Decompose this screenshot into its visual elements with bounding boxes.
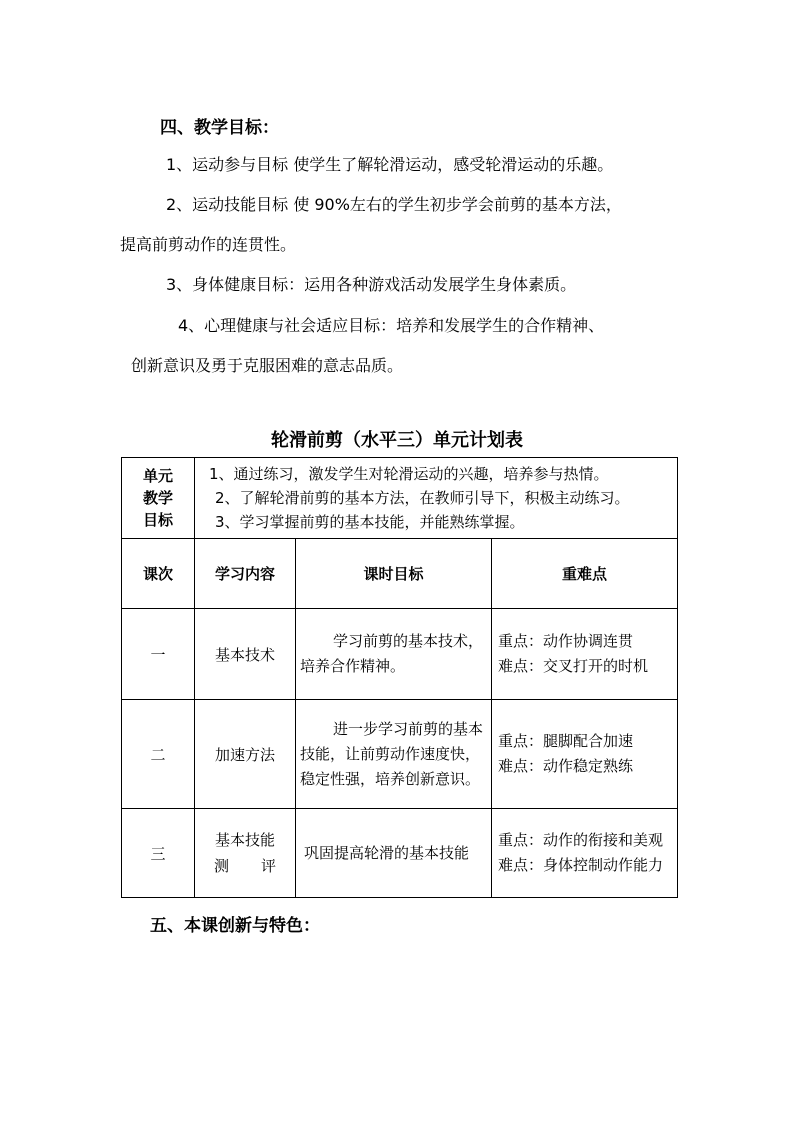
header-goal: 课时目标 xyxy=(296,539,492,609)
goal-item-1: 1、运动参与目标 使学生了解轮滑运动，感受轮滑运动的乐趣。 xyxy=(166,155,614,174)
goal-item-2-cont: 提高前剪动作的连贯性。 xyxy=(120,235,297,254)
lesson-key-points xyxy=(492,809,678,898)
section5-heading: 五、本课创新与特色： xyxy=(150,916,320,936)
unit-goal-item: 1、通过练习，激发学生对轮滑运动的兴趣，培养参与热情。 xyxy=(209,465,609,483)
lesson-content xyxy=(195,809,296,898)
content-char: 测 xyxy=(214,857,230,875)
unit-label-line: 目标 xyxy=(142,511,173,529)
unit-plan-table xyxy=(121,457,678,898)
goal-item-3: 3、身体健康目标：运用各种游戏活动发展学生身体素质。 xyxy=(166,275,577,294)
key-point: 重点：动作协调连贯 xyxy=(498,632,634,650)
lesson-content-line: 基本技能 xyxy=(214,831,275,849)
section4-heading: 四、教学目标： xyxy=(160,118,279,138)
lesson-content: 基本技术 xyxy=(195,609,296,700)
table-row xyxy=(122,609,678,700)
lesson-content-line xyxy=(214,853,276,879)
difficulty-point: 难点：交叉打开的时机 xyxy=(498,657,649,675)
unit-goal-text xyxy=(195,458,678,539)
difficulty-point: 难点：身体控制动作能力 xyxy=(498,856,664,874)
lesson-number: 二 xyxy=(122,700,195,809)
lesson-content: 加速方法 xyxy=(195,700,296,809)
unit-goal-label xyxy=(122,458,195,539)
header-lesson: 课次 xyxy=(122,539,195,609)
table-row xyxy=(122,809,678,898)
lesson-goal: 学习前剪的基本技术，培养合作精神。 xyxy=(296,609,492,700)
goal-item-4-cont: 创新意识及勇于克服困难的意志品质。 xyxy=(131,356,404,375)
lesson-key-points xyxy=(492,700,678,809)
unit-label-line: 单元 xyxy=(142,467,173,485)
unit-goal-row xyxy=(122,458,678,539)
key-point: 重点：腿脚配合加速 xyxy=(498,732,634,750)
lesson-number: 一 xyxy=(122,609,195,700)
difficulty-point: 难点：动作稳定熟练 xyxy=(498,757,634,775)
content-char: 评 xyxy=(260,857,276,875)
goal-item-4: 4、心理健康与社会适应目标：培养和发展学生的合作精神、 xyxy=(178,316,605,335)
lesson-goal: 进一步学习前剪的基本技能，让前剪动作速度快，稳定性强，培养创新意识。 xyxy=(296,700,492,809)
lesson-goal: 巩固提高轮滑的基本技能 xyxy=(296,809,492,898)
lesson-key-points xyxy=(492,609,678,700)
goal-item-2: 2、运动技能目标 使 90%左右的学生初步学会前剪的基本方法， xyxy=(166,195,622,214)
unit-goal-item: 3、学习掌握前剪的基本技能，并能熟练掌握。 xyxy=(215,513,525,531)
key-point: 重点：动作的衔接和美观 xyxy=(498,831,664,849)
header-row xyxy=(122,539,678,609)
header-content: 学习内容 xyxy=(195,539,296,609)
table-row xyxy=(122,700,678,809)
unit-label-line: 教学 xyxy=(142,489,173,507)
lesson-number: 三 xyxy=(122,809,195,898)
unit-goal-item: 2、了解轮滑前剪的基本方法，在教师引导下，积极主动练习。 xyxy=(215,489,630,507)
table-title: 轮滑前剪（水平三）单元计划表 xyxy=(271,430,523,451)
header-key-points: 重难点 xyxy=(492,539,678,609)
